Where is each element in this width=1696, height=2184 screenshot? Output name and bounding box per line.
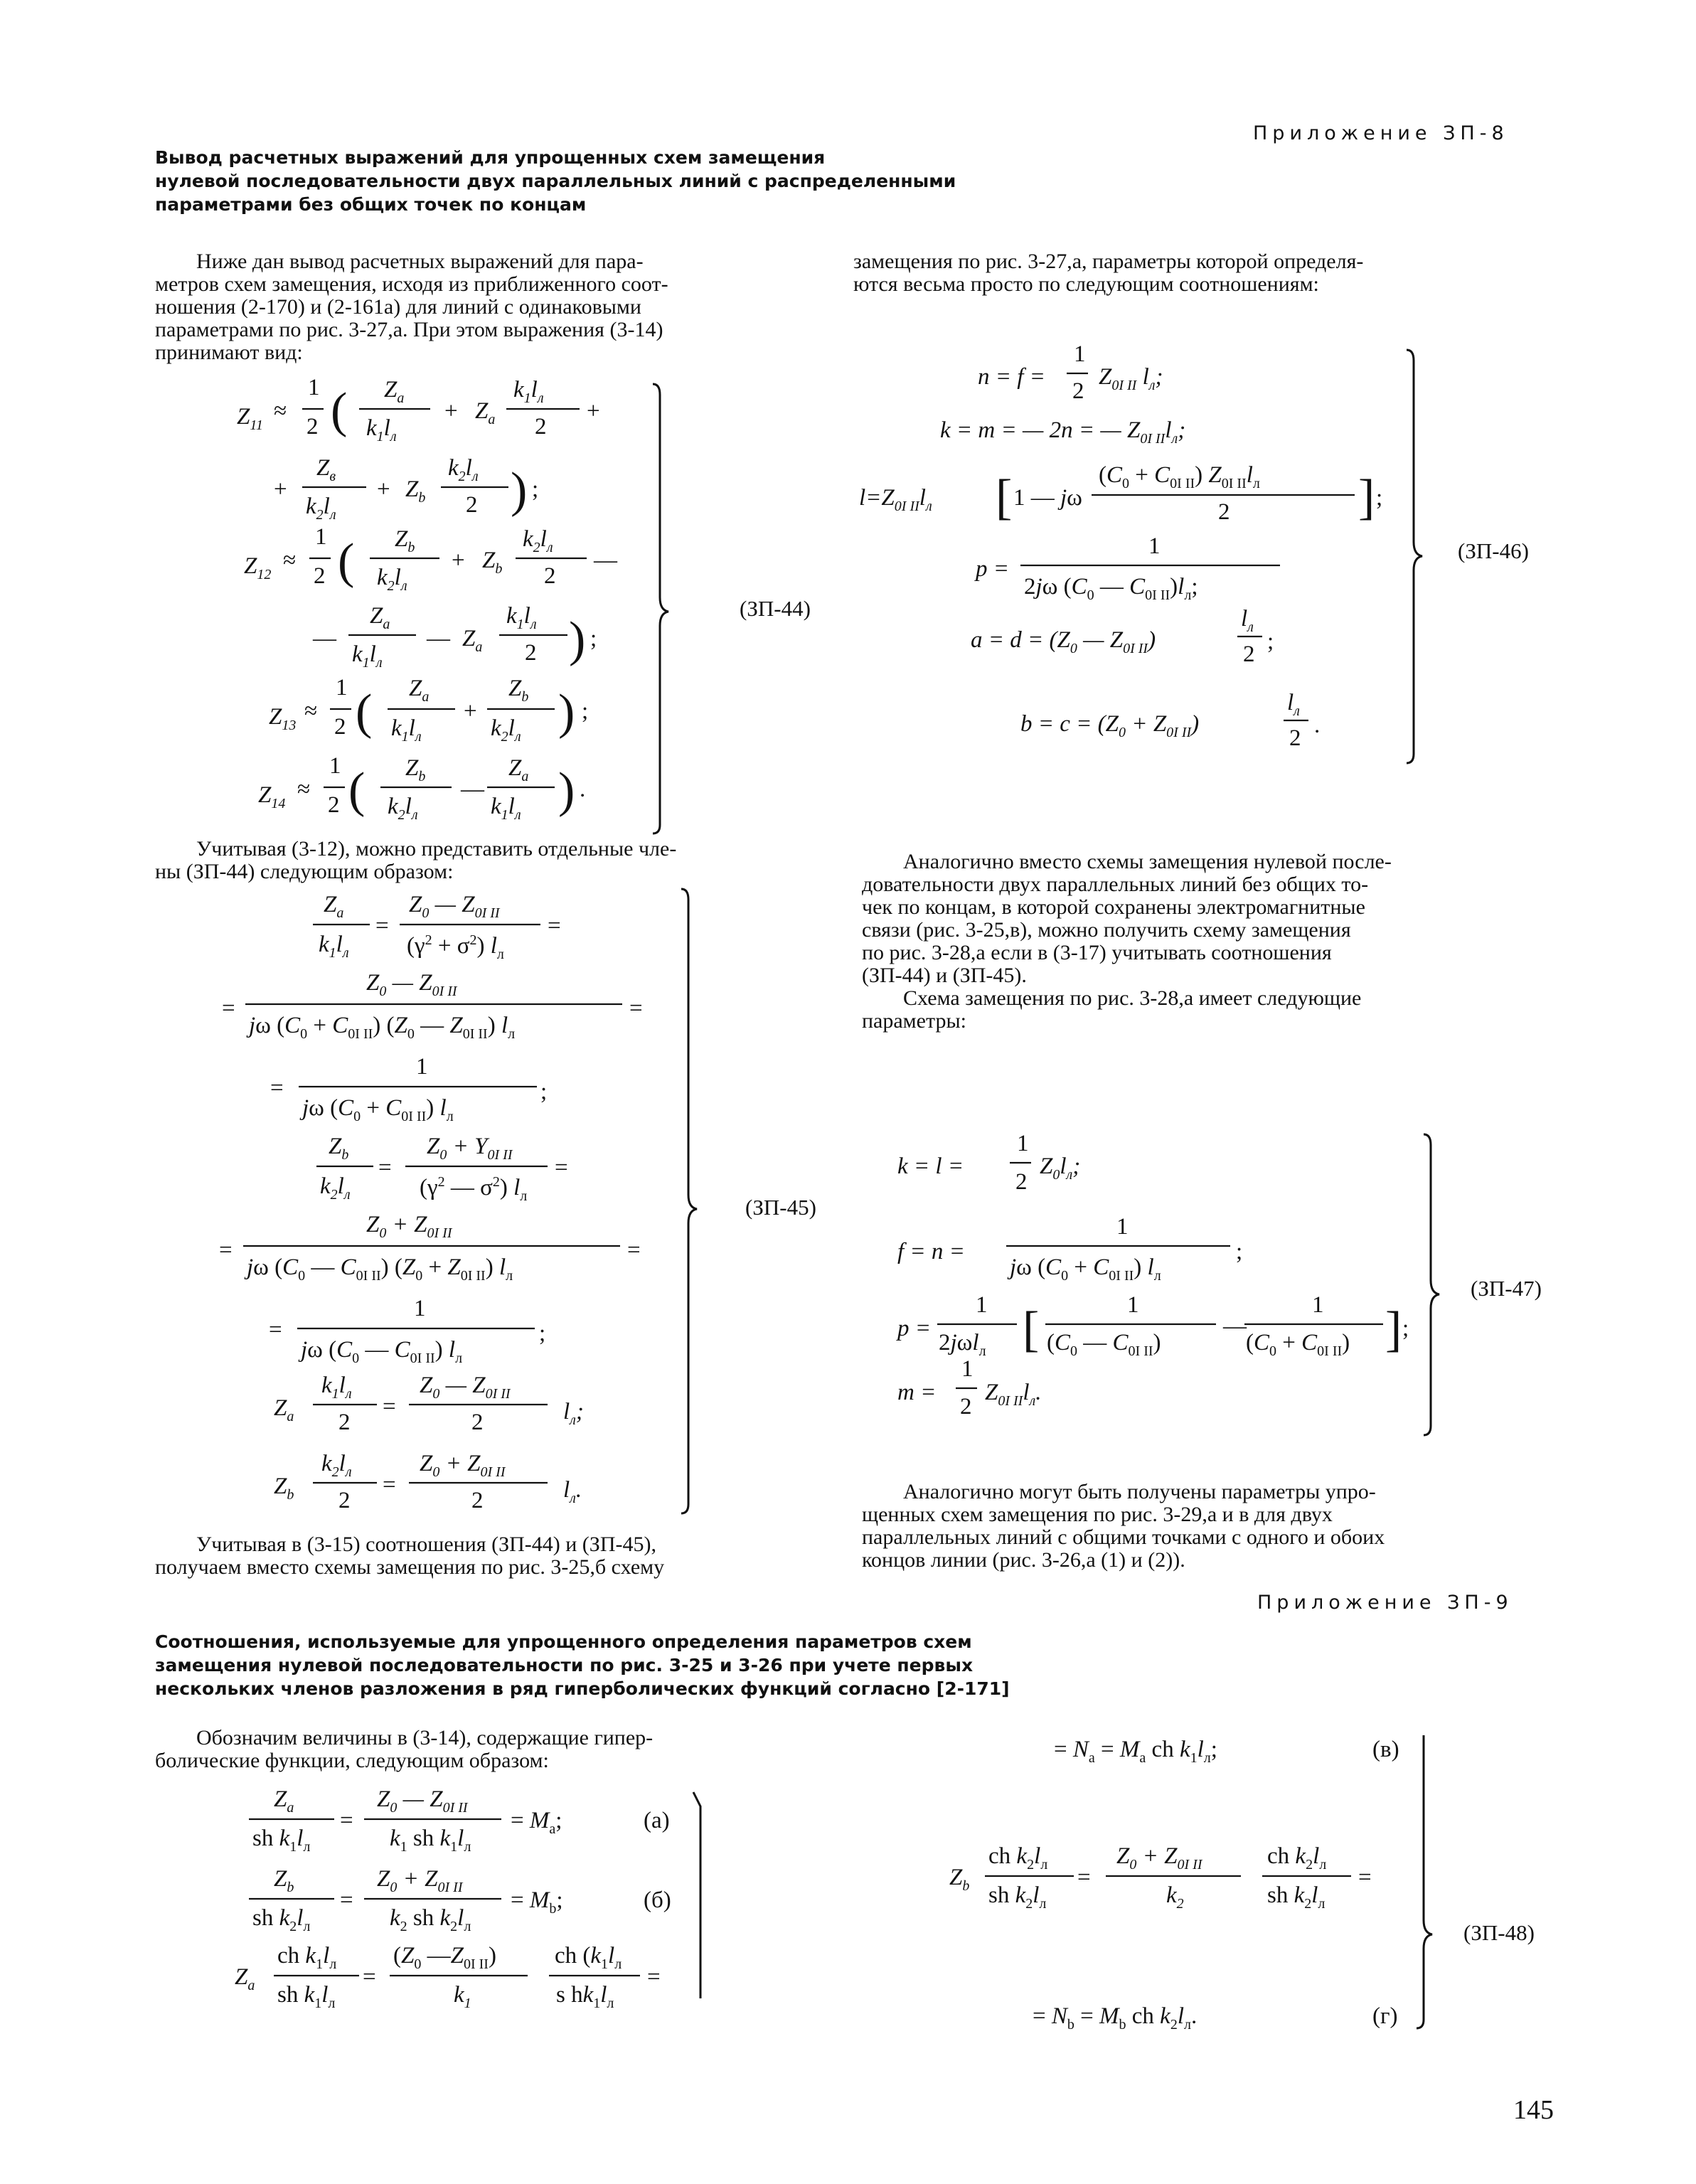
svg-text:k2lл: $k_2l_л$ <box>321 1451 352 1480</box>
svg-text:): ) <box>558 763 575 818</box>
svg-text:Z14: $Z_{14}$ <box>258 782 286 811</box>
svg-text:(γ2 + σ2) lл: $(\gamma^2 + \sigma^2)$ $l_л$ <box>407 932 504 962</box>
svg-text:m =: m = <box>897 1380 937 1405</box>
svg-text:;: ; <box>1402 1316 1409 1341</box>
svg-text:a = d = (Z0 — Z0I II): $a = d = (Z_0$ — $Z_{0I II}$) <box>971 627 1156 656</box>
right-intro-paragraph: замещения по рис. 3-27,а, параметры которой определя- ются весьма просто по следующим соотношениям: <box>853 250 1364 296</box>
svg-text:1: 1 <box>308 375 320 400</box>
svg-text:Za: $Z_a$ <box>508 755 529 784</box>
svg-text:Z0I II lл;: $Z_{0I II}$ $l_л$; <box>1099 364 1163 393</box>
svg-text:1: 1 <box>1017 1131 1029 1156</box>
svg-text:jω (C0 + C0I II) lл: jω $(C_0 + C_{0I II})$ $l_л$ <box>1010 1255 1161 1284</box>
svg-text:lл;: $l_л$; <box>563 1399 584 1428</box>
svg-text:Zb: $Z_b$ <box>405 476 426 506</box>
svg-text:[: [ <box>1023 1302 1040 1357</box>
tag-b: (б) <box>644 1887 671 1913</box>
svg-text:(Z0 —Z0I II): ($Z_0$ $—Z_{0I II}$) <box>393 1943 496 1972</box>
svg-text:1: 1 <box>1148 533 1161 559</box>
svg-text:=: = <box>1077 1865 1091 1890</box>
svg-text:1: 1 <box>1116 1214 1129 1240</box>
svg-text:ch (k1lл: ch ($k_1l_л$ <box>555 1943 622 1972</box>
svg-text:= Mb;: = $M_b$; <box>511 1887 563 1917</box>
svg-text:k2lл: $k_2l_л$ <box>377 565 407 594</box>
tag-g: (г) <box>1372 2003 1398 2029</box>
svg-text:2: 2 <box>314 563 326 589</box>
svg-text:lл.: $l_л$. <box>563 1477 582 1506</box>
svg-text:;: ; <box>582 698 589 724</box>
svg-text:;: ; <box>1376 485 1383 511</box>
svg-text:2: 2 <box>535 414 547 440</box>
title-line: нулевой последовательности двух параллельных линий с распределенными <box>155 171 956 191</box>
svg-text:k = l =: k = l = <box>897 1154 964 1179</box>
svg-text:Z12: $Z_{12}$ <box>244 553 272 582</box>
svg-text:1: 1 <box>414 1296 426 1321</box>
svg-text:Zb: $Z_b$ <box>329 1134 349 1163</box>
equation-label-3p-44: (ЗП-44) <box>740 596 811 621</box>
svg-text:2: 2 <box>334 714 346 740</box>
svg-text:sh k1lл: sh $k_1l_л$ <box>252 1826 311 1855</box>
svg-text:): ) <box>558 685 575 740</box>
svg-text:;: ; <box>1236 1239 1243 1264</box>
svg-text:=: = <box>222 996 235 1021</box>
svg-text:+: + <box>444 398 458 424</box>
svg-text:Z0 — Z0I II: $Z_0$ — $Z_{0I II}$ <box>420 1373 511 1402</box>
svg-text:=: = <box>629 996 643 1021</box>
svg-text:k1lл: $k_1l_л$ <box>321 1373 352 1402</box>
svg-text:jω (C0 — C0I II) (Z0 + Z0I II): jω ($C_0$ — $C_{0I II}$) $(Z_0 + Z_{0I II})$ $l_л$ <box>247 1255 513 1284</box>
svg-text:2: 2 <box>328 792 340 818</box>
svg-text:Z0 + Y0I II: $Z_0 + Y_{0I II}$ <box>427 1134 513 1163</box>
svg-text:=: = <box>378 1155 392 1181</box>
svg-text:k1 sh k1lл: $k_1$ sh $k_1l_л$ <box>390 1826 471 1855</box>
svg-text:1: 1 <box>1312 1292 1324 1318</box>
svg-text:Zb: $Z_b$ <box>395 526 415 555</box>
svg-text:k2: $k_2$ <box>1166 1882 1184 1912</box>
svg-text:Za: $Z_a$ <box>462 626 483 655</box>
svg-text:=: = <box>340 1808 353 1833</box>
svg-text:2: 2 <box>1218 499 1230 525</box>
svg-text:k1lл: $k_1l_л$ <box>391 715 422 745</box>
svg-text:=: = <box>555 1155 568 1181</box>
right-mid-paragraph: Аналогично вместо схемы замещения нулевой после- довательности двух параллельных линий без общих то- чек по концам, в которой сохранены электромагнитные связи (рис. 3-25,в), можно получить схему замещения по рис. 3-28,а если в (3-17) учитывать соотношения (ЗП-44) и (ЗП-45). Схема замещения по рис. 3-28,а имеет следующие параметры: <box>862 850 1392 1033</box>
svg-text:Z13: $Z_{13}$ <box>269 704 297 733</box>
svg-text:Za: $Z_a$ <box>409 676 430 705</box>
svg-text:;: ; <box>540 1079 548 1104</box>
svg-text:≈: ≈ <box>283 548 297 573</box>
svg-text:—: — <box>313 626 336 651</box>
svg-text:—: — <box>461 777 484 802</box>
svg-text:sh k1lл: sh $k_1l_л$ <box>277 1982 336 2011</box>
svg-text:): ) <box>511 463 528 518</box>
svg-text:—: — <box>427 626 450 651</box>
svg-text:Zb: $Z_b$ <box>949 1865 970 1894</box>
svg-text:2: 2 <box>1072 378 1084 404</box>
svg-text:s hk1lл: s $hk_1l_л$ <box>556 1982 614 2011</box>
svg-text:Zb: $Z_b$ <box>482 548 503 577</box>
svg-text:k = m = — 2n = — Z0I IIlл;: k = m = — 2n = — $Z_{0I II}l_л$; <box>940 417 1186 447</box>
svg-text:.: . <box>1314 713 1321 738</box>
svg-text:Z0 + Z0I II: $Z_0 + Z_{0I II}$ <box>377 1866 463 1895</box>
svg-text:= Ma;: = $M_a$; <box>511 1808 562 1837</box>
mid-paragraph: Учитывая (3-12), можно представить отдельные чле- ны (ЗП-44) следующим образом: <box>155 837 677 883</box>
svg-text:2: 2 <box>525 640 537 666</box>
svg-text:(γ2 — σ2) lл: ($\gamma^2$ — $\sigma^2$) $l_л$ <box>420 1174 528 1204</box>
svg-text:Z0 + Z0I II: $Z_0 + Z_{0I II}$ <box>366 1212 452 1241</box>
title-line: Соотношения, используемые для упрощенного определения параметров схем <box>155 1631 972 1652</box>
svg-text:f = n =: f = n = <box>897 1239 965 1264</box>
svg-text:Za: $Z_a$ <box>475 398 496 427</box>
svg-text:+: + <box>587 398 600 424</box>
svg-text:=: = <box>1358 1865 1372 1890</box>
svg-text:sh k2lл: sh $k_2l_л$ <box>988 1882 1047 1912</box>
svg-text:2: 2 <box>338 1410 351 1435</box>
svg-text:ch k2lл: ch $k_2l_л$ <box>1267 1843 1327 1873</box>
svg-text:Za: $Z_a$ <box>274 1395 294 1424</box>
svg-text:k2lл: $k_2l_л$ <box>491 715 521 745</box>
svg-text:ch k2lл: ch $k_2l_л$ <box>988 1843 1048 1873</box>
svg-text:=: = <box>383 1394 396 1419</box>
svg-text:k2lл: $k_2l_л$ <box>448 455 479 484</box>
svg-text:): ) <box>569 612 586 667</box>
svg-text:1: 1 <box>315 524 327 550</box>
svg-text:p =: p = <box>897 1316 932 1341</box>
svg-text:(C0 + C0I II): $(C_0 + C_{0I II})$ <box>1246 1330 1350 1359</box>
svg-text:sh k2lл: sh $k_2l_л$ <box>1267 1882 1326 1912</box>
svg-text:(: ( <box>348 763 366 818</box>
svg-text:lл: $l_л$ <box>1287 690 1300 719</box>
svg-text:1 — jω: 1 — jω <box>1013 485 1082 511</box>
title-line: нескольких членов разложения в ряд гиперболических функций согласно [2-171] <box>155 1678 1010 1699</box>
svg-text:2: 2 <box>338 1488 351 1513</box>
svg-text:b = c = (Z0 + Z0I II): $b = c = (Z_0 + Z_{0I II})$ <box>1020 711 1200 740</box>
right-end-paragraph: Аналогично могут быть получены параметры упро- щенных схем замещения по рис. 3-29,а и в для двух параллельных линий с общими точками с одного и обоих концов линии (рис. 3-26,а (1) и (2)). <box>862 1480 1385 1572</box>
svg-text:k2lл: $k_2l_л$ <box>306 494 336 523</box>
svg-text:Zb: $Z_b$ <box>274 1866 294 1895</box>
svg-text:]: ] <box>1385 1302 1402 1357</box>
svg-text:ch k1lл: ch $k_1l_л$ <box>277 1943 337 1972</box>
svg-text:≈: ≈ <box>297 777 311 802</box>
page-number: 145 <box>1513 2095 1554 2125</box>
svg-text:sh k2lл: sh $k_2l_л$ <box>252 1905 311 1934</box>
equation-label-3p-46: (ЗП-46) <box>1458 538 1529 563</box>
equation-label-3p-47: (ЗП-47) <box>1471 1276 1542 1301</box>
svg-text:Z0 — Z0I II: $Z_0$ — $Z_{0I II}$ <box>377 1786 468 1816</box>
svg-text:=: = <box>375 913 389 939</box>
svg-text:=: = <box>627 1237 641 1263</box>
svg-text:;: ; <box>590 626 597 651</box>
equation-label-3p-48: (ЗП-48) <box>1463 1920 1535 1945</box>
svg-text:+: + <box>464 698 477 724</box>
svg-text:k1: $k_1$ <box>454 1982 471 2011</box>
svg-text:= Nb = Mb ch k2lл.: = $N_b = M_b$ ch $k_2l_л$. <box>1033 2003 1198 2033</box>
title-line: замещения нулевой последовательности по рис. 3-25 и 3-26 при учете первых <box>155 1655 974 1676</box>
svg-text:Z0I IIlл.: $Z_{0I II}l_л$. <box>985 1380 1042 1409</box>
svg-text:;: ; <box>539 1321 546 1346</box>
svg-text:=: = <box>340 1887 353 1913</box>
svg-text:2: 2 <box>544 563 556 589</box>
svg-text:2: 2 <box>1289 725 1301 751</box>
svg-text:1: 1 <box>336 675 348 701</box>
svg-text:2jωlл: 2jωl$_л$ <box>939 1330 986 1359</box>
svg-text:k1lл: $k_1l_л$ <box>352 641 383 671</box>
svg-text:k1lл: $k_1l_л$ <box>506 603 537 632</box>
svg-text:=: = <box>363 1964 376 1990</box>
svg-text:2: 2 <box>1243 641 1255 667</box>
svg-text:=: = <box>270 1075 284 1101</box>
equation-label-3p-45: (ЗП-45) <box>745 1195 816 1220</box>
svg-text:Za: $Z_a$ <box>324 892 344 921</box>
svg-text:—: — <box>594 548 617 573</box>
svg-text:2jω (C0 — C0I II)lл;: 2jω ($C_0$ — $C_{0I II})l_л$; <box>1024 574 1198 603</box>
tag-v: (в) <box>1372 1737 1399 1762</box>
svg-text:+: + <box>452 548 465 573</box>
svg-text:1: 1 <box>961 1356 974 1382</box>
svg-text:Za: $Z_a$ <box>370 603 390 632</box>
svg-text:(: ( <box>356 685 373 740</box>
intro-paragraph: Ниже дан вывод расчетных выражений для пара- метров схем замещения, исходя из приближенного соот- ношения (2-170) и (2-161а) для линий с одинаковыми параметрами по рис. 3-27,а. При этом выражения (3-14) принимают вид: <box>155 250 668 364</box>
svg-text:=: = <box>383 1472 396 1498</box>
title-line: Вывод расчетных выражений для упрощенных схем замещения <box>155 147 826 168</box>
svg-text:n = f =: n = f = <box>978 364 1045 390</box>
svg-text:;: ; <box>1267 629 1274 654</box>
svg-text:=: = <box>269 1317 282 1343</box>
svg-text:Za: $Z_a$ <box>235 1964 255 1993</box>
svg-text:1: 1 <box>976 1292 988 1318</box>
svg-text:Z0 + Z0I II: $Z_0 + Z_{0I II}$ <box>1116 1843 1202 1873</box>
appendix-9-header: Приложение ЗП-9 <box>1257 1592 1513 1614</box>
svg-text:=: = <box>548 913 561 939</box>
svg-text:+: + <box>377 476 390 502</box>
svg-text:jω (C0 + C0I II) (Z0 — Z0I II): jω $(C_0 + C_{0I II})$ ($Z_0$ — $Z_{0I II}$) $l_л$ <box>249 1013 516 1042</box>
svg-text:k2lл: $k_2l_л$ <box>320 1173 351 1203</box>
svg-text:(: ( <box>338 534 355 589</box>
end-paragraph: Учитывая в (3-15) соотношения (ЗП-44) и (ЗП-45), получаем вместо схемы замещения по рис. 3-25,б схему <box>155 1533 665 1579</box>
svg-text:jω (C0 + C0I II) lл: jω $(C_0 + C_{0I II})$ $l_л$ <box>302 1095 454 1124</box>
svg-text:= Na = Ma ch k1lл;: = $N_a = M_a$ ch $k_1l_л$; <box>1054 1737 1217 1766</box>
svg-text:2: 2 <box>960 1394 972 1419</box>
svg-text:1: 1 <box>329 753 341 779</box>
svg-text:Z0 — Z0I II: $Z_0$ — $Z_{0I II}$ <box>409 892 500 921</box>
svg-text:2: 2 <box>471 1488 484 1513</box>
svg-text:+: + <box>274 476 287 502</box>
svg-text:Z0lл;: $Z_0l_л$; <box>1040 1154 1081 1183</box>
svg-text:l=Z0I IIlл: $l=Z_{0I II}l_л$ <box>859 485 932 514</box>
svg-text:Za: $Z_a$ <box>384 377 405 406</box>
svg-text:Zb: $Z_b$ <box>274 1474 294 1503</box>
svg-text:k2lл: $k_2l_л$ <box>388 794 418 823</box>
svg-text:k2 sh k2lл: $k_2$ sh $k_2l_л$ <box>390 1905 471 1934</box>
svg-text:Z0 — Z0I II: $Z_0$ — $Z_{0I II}$ <box>366 970 457 999</box>
svg-text:2: 2 <box>306 414 319 440</box>
svg-text:=: = <box>647 1964 661 1990</box>
svg-text:1: 1 <box>1127 1292 1139 1318</box>
svg-text:]: ] <box>1358 470 1375 525</box>
svg-text:Za: $Z_a$ <box>274 1786 294 1816</box>
svg-text:.: . <box>580 777 586 802</box>
svg-text:1: 1 <box>416 1054 428 1080</box>
svg-text:Z11: $Z_{11}$ <box>237 404 263 433</box>
tag-a: (а) <box>644 1808 670 1833</box>
svg-text:=: = <box>219 1237 233 1263</box>
svg-text:(C0 + C0I II) Z0I IIlл: $(C_0 + C_{0I II})$ $Z_{0I II}l_л$ <box>1099 462 1260 491</box>
svg-text:2: 2 <box>471 1410 484 1435</box>
svg-text:;: ; <box>532 476 539 502</box>
svg-text:Zв: $Z_в$ <box>316 455 336 484</box>
svg-text:≈: ≈ <box>274 398 287 424</box>
svg-text:—: — <box>1223 1314 1247 1339</box>
svg-text:lл: $l_л$ <box>1241 606 1254 635</box>
svg-text:Zb: $Z_b$ <box>405 755 426 784</box>
appendix-8-header: Приложение ЗП-8 <box>1253 122 1509 144</box>
svg-text:≈: ≈ <box>304 698 318 724</box>
svg-text:Z0 + Z0I II: $Z_0 + Z_{0I II}$ <box>420 1451 506 1480</box>
svg-text:Zb: $Z_b$ <box>508 676 529 705</box>
svg-text:k2lл: $k_2l_л$ <box>523 526 553 555</box>
svg-text:2: 2 <box>466 492 478 518</box>
svg-text:k1lл: $k_1l_л$ <box>491 794 521 823</box>
svg-text:[: [ <box>996 470 1013 525</box>
svg-text:1: 1 <box>1074 341 1086 367</box>
svg-text:k1lл: $k_1l_л$ <box>366 415 397 444</box>
svg-text:(: ( <box>331 383 348 438</box>
svg-text:k1lл: $k_1l_л$ <box>319 932 349 961</box>
svg-text:2: 2 <box>1015 1169 1028 1195</box>
svg-text:p =: p = <box>976 556 1010 582</box>
appendix-9-intro: Обозначим величины в (3-14), содержащие гипер- болические функции, следующим образом: <box>155 1726 654 1772</box>
title-line: параметрами без общих точек по концам <box>155 194 587 215</box>
svg-text:jω (C0 — C0I II) lл: jω ($C_0$ — $C_{0I II}$) $l_л$ <box>301 1337 463 1366</box>
svg-text:k1lл: $k_1l_л$ <box>513 377 544 406</box>
svg-text:(C0 — C0I II): ($C_0$ — $C_{0I II}$) <box>1047 1330 1161 1359</box>
